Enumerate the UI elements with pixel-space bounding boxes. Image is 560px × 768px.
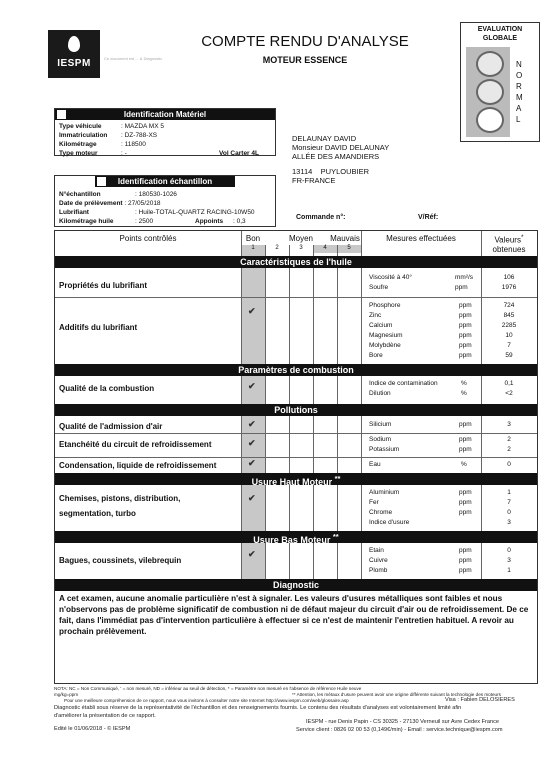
footer-visa: Visa : Fabien DELOSIERES <box>445 697 515 703</box>
footer-note3: ** Attention, les métaux d'usure peuvent avoir une origine différente suivant la technologie des moteurs <box>292 692 501 697</box>
section-usure-haut: Usure Haut Moteur ** <box>55 473 537 485</box>
measure-usure-bas: Etain Cuivre Plomb <box>369 547 388 574</box>
evaluation-globale <box>460 22 540 142</box>
report-subtitle: MOTEUR ESSENCE <box>262 55 348 65</box>
section-combustion: Paramètres de combustion <box>55 364 537 376</box>
light-bottom-icon <box>476 107 504 133</box>
ref-label: V/Réf: <box>418 214 439 221</box>
row-admission: Qualité de l'admission d'air <box>59 422 163 431</box>
row-condensation: Condensation, liquide de refroidissement <box>59 461 217 470</box>
diagnostic-text: A cet examen, aucune anomalie particulière n'est à signaler. Les valeurs d'usures métalliques sont faibles et nous n'observons pas de problème significatif de combustion ni de défaut majeur du circuit d'air ou de refroidissement. De ce fait, dans l'immédiat pas d'intervention particulière à effectuer si ce n'est de maintenir l'entretien habituel. A revoir au prochain prélèvement. <box>59 594 529 636</box>
col-valeurs: Valeurs* obtenues <box>492 234 526 254</box>
light-top-icon <box>476 51 504 77</box>
footer-note4: Pour une meilleure compréhension de ce rapport, nous vous invitons à consulter notre site Internet http://www.iespm.com/web/glossaire.asp <box>64 698 349 703</box>
check-additifs: ✔ <box>248 306 256 316</box>
logo-text: IESPM <box>57 58 91 69</box>
footer-note1: NOTA: NC = Non Communiqué, ' = non mesuré, ND = inférieur au seuil de détection, * = Paramètre non mesuré en l'absence de référence Huile neuve <box>54 686 362 691</box>
section-diagnostic: Diagnostic <box>55 579 537 591</box>
col-moyen: Moyen <box>288 234 313 243</box>
col-mesures: Mesures effectuées <box>386 234 456 243</box>
echantillon-header: Identification échantillon <box>95 176 235 187</box>
section-caracteristiques: Caractéristiques de l'huile <box>55 256 537 268</box>
col-mauvais: Mauvais <box>330 234 360 243</box>
iespm-logo <box>48 30 100 78</box>
section-usure-bas: Usure Bas Moteur ** <box>55 531 537 543</box>
evaluation-status: N O R M A L <box>516 60 523 124</box>
footer-service: Service client : 0826 02 00 53 (0,149€/min) - Email : service.technique@iespm.com <box>296 727 503 733</box>
evaluation-title: EVALUATION GLOBALE <box>477 26 523 42</box>
col-bon: Bon <box>245 234 261 243</box>
materiel-header: Identification Matériel <box>55 109 275 120</box>
footer-diag-note2: d'améliorer la présentation de ce rapport. <box>54 713 156 719</box>
commande-label: Commande n°: <box>296 214 346 221</box>
identification-echantillon: Identification échantillon N°échantillon : 180530-1026 Date de prélèvement : 27/05/2018 Lubrifiant : Huile-TOTAL-QUARTZ RACING-10W50 Kilométrage huile : 2500 Appoints : 0,3 <box>54 175 276 227</box>
traffic-light-icon <box>466 47 510 137</box>
logo-tagline: Ce document est ... & Diagnostic <box>104 56 163 61</box>
measure-visco: Viscosité à 40° Soufre <box>369 274 412 291</box>
measure-usure-haut: Aluminium Fer Chrome Indice d'usure <box>369 489 410 526</box>
results-table: Points contrôlés Bon Moyen Mauvais Mesures effectuées Valeurs* obtenues 1 2 3 4 5 Caractéristiques de l'huile Propriétés du lubrifiant Viscosité à 40° Soufre mm²/s ppm 106 1976 Additifs du lubrifiant ✔ Phosphore Zinc Calcium Magnesium Molybdène Bore ppm ppm ppm ppm ppm ppm 724 845 2285 10 7 59 Paramètres de combustion Qualité de la combustion ✔ Indice de contamination Dilution % % 0,1 <2 Pollutions Qualité de l'admission d'air ✔ Silicium ppm 3 Etanchéité du circuit de refroidissement ✔ Sodium Potassium ppm ppm 2 2 Condensation, liquide de refroidissement ✔ Eau % 0 Usure Haut Moteur ** Chemises, pistons, distribution, segmentation, turbo ✔ Aluminium Fer Chrome Indice d'usure ppm ppm ppm 1 7 0 3 Usure Bas Moteur ** Bagues, coussinets, vilebrequin ✔ Etain Cuivre Plomb ppm ppm ppm 0 3 1 Diagnostic A cet examen, aucune anomalie particulière n'est à signaler. Les valeurs d'usures métalliques sont faibles et nous n'observons pas de problème significatif de combustion ni de défaut majeur du circuit d'air ou de refroidissement. De ce fait, dans l'immédiat pas d'intervention particulière à effectuer si ce n'est de maintenir l'entretien habituel. A revoir au prochain prélèvement. <box>54 230 538 684</box>
report-title: COMPTE RENDU D'ANALYSE <box>201 33 409 50</box>
row-proprietes: Propriétés du lubrifiant <box>59 281 148 290</box>
footer-diag-note1: Diagnostic établi sous réserve de la représentativité de l'échantillon et des renseignements fournis. Le contenu des résultats d'analyses est volontairement limité afin <box>54 705 462 711</box>
row-additifs: Additifs du lubrifiant <box>59 323 138 332</box>
footer-note2: mg/kg=ppm <box>54 692 79 697</box>
footer-edited: Edité le 01/06/2018 - © IESPM <box>54 726 131 732</box>
light-middle-icon <box>476 79 504 105</box>
footer-address: IESPM - rue Denis Papin - CS 30325 - 27130 Verneuil sur Avre Cedex France <box>306 719 499 725</box>
measure-combustion: Indice de contamination Dilution <box>369 380 438 397</box>
section-pollutions: Pollutions <box>55 404 537 416</box>
row-etancheite: Etanchéité du circuit de refroidissement <box>59 440 212 449</box>
col-points: Points contrôlés <box>119 234 177 243</box>
row-bagues: Bagues, coussinets, vilebrequin <box>59 556 182 565</box>
measure-additifs: Phosphore Zinc Calcium Magnesium Molybdène Bore <box>369 302 403 359</box>
row-qualite-combustion: Qualité de la combustion <box>59 384 155 393</box>
oil-drop-icon <box>68 36 80 52</box>
row-chemises: Chemises, pistons, distribution, segmentation, turbo <box>59 494 181 518</box>
client-address: DELAUNAY DAVID Monsieur DAVID DELAUNAY ALLÉE DES AMANDIERS 13114 PUYLOUBIER FR-FRANCE <box>292 134 390 185</box>
identification-materiel: Identification Matériel Type véhicule : MAZDA MX 5 Immatriculation : DZ-788-XS Kilométrage : 118500 Type moteur : - Vol Carter 4L <box>54 108 276 156</box>
